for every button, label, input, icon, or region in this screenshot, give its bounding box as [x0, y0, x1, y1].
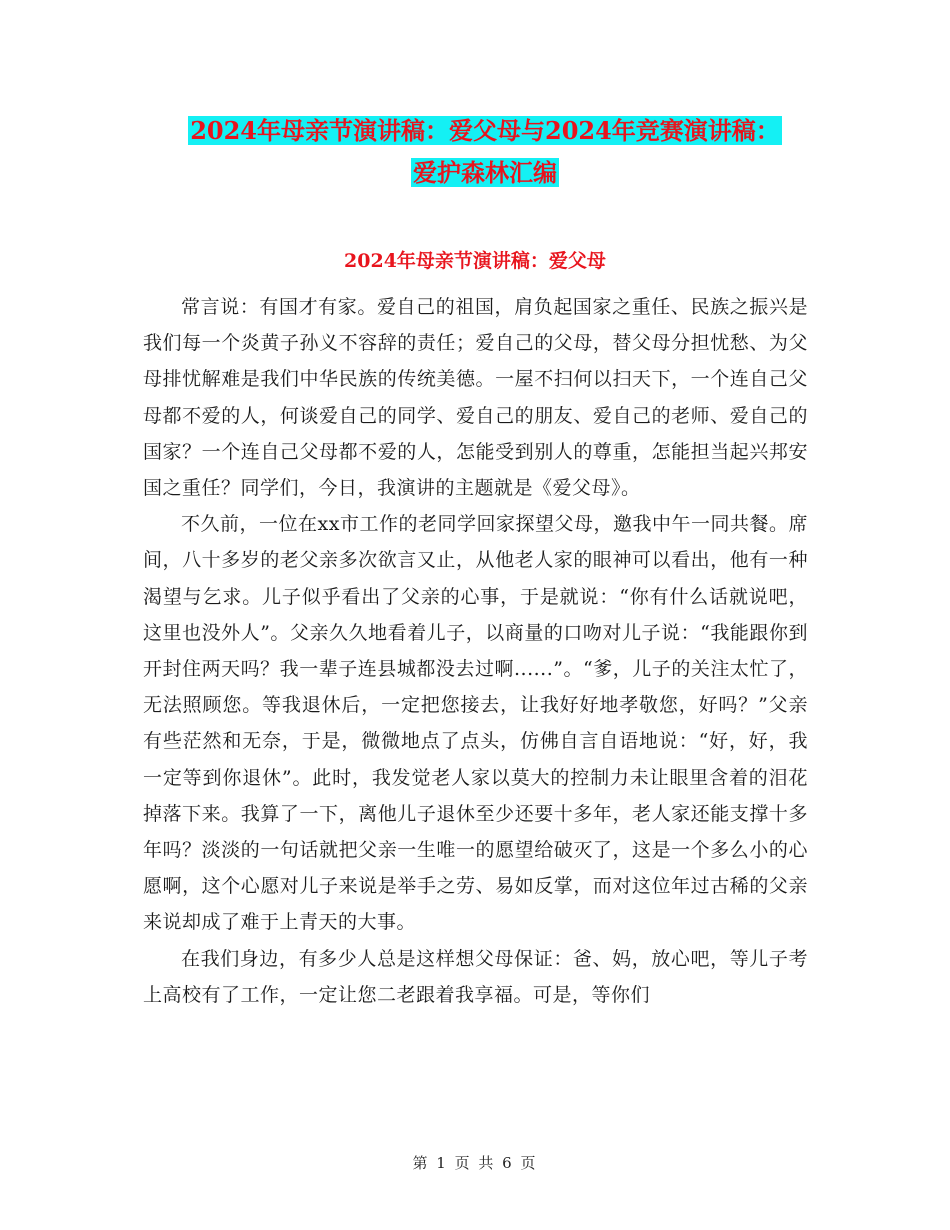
page-footer: 第 1 页 共 6 页 [412, 1154, 538, 1172]
paragraph: 常言说：有国才有家。爱自己的祖国，肩负起国家之重任、民族之振兴是我们每一个炎黄子孙义不容辞的责任；爱自己的父母，替父母分担忧愁、为父母排忧解难是我们中华民族的传统美德。一屋不扫何以扫天下，一个连自己父母都不爱的人，何谈爱自己的同学、爱自己的朋友、爱自己的老师、爱自己的国家？一个连自己父母都不爱的人，怎能受到别人的尊重，怎能担当起兴邦安国之重任？同学们，今日，我演讲的主题就是《爱父母》。 [143, 296, 808, 500]
document-title-line2: 爱护森林汇编 [413, 158, 557, 187]
document-title-line1: 2024年母亲节演讲稿：爱父母与2024年竞赛演讲稿： [190, 116, 780, 145]
paragraph: 在我们身边，有多少人总是这样想父母保证：爸、妈，放心吧，等儿子考上高校有了工作，一定让您二老跟着我享福。可是，等你们 [143, 947, 808, 1006]
document-body [143, 289, 808, 1013]
document-title [140, 110, 830, 194]
paragraph: 不久前，一位在xx市工作的老同学回家探望父母，邀我中午一同共餐。席间，八十多岁的老父亲多次欲言又止，从他老人家的眼神可以看出，他有一种渴望与乞求。儿子似乎看出了父亲的心事，于是就说：“你有什么话就说吧，这里也没外人”。父亲久久地看着儿子，以商量的口吻对儿子说：“我能跟你到开封住两天吗？我一辈子连县城都没去过啊......”。“爹，儿子的关注太忙了，无法照顾您。等我退休后，一定把您接去，让我好好地孝敬您，好吗？”父亲有些茫然和无奈，于是，微微地点了点头，仿佛自言自语地说：“好，好，我一定等到你退休”。此时，我发觉老人家以莫大的控制力未让眼里含着的泪花掉落下来。我算了一下，离他儿子退休至少还要十多年，老人家还能支撑十多年吗？淡淡的一句话就把父亲一生唯一的愿望给破灭了，这是一个多么小的心愿啊，这个心愿对儿子来说是举手之劳、易如反掌，而对这位年过古稀的父亲来说却成了难于上青天的大事。 [143, 513, 808, 934]
section-title: 2024年母亲节演讲稿：爱父母 [344, 250, 606, 272]
